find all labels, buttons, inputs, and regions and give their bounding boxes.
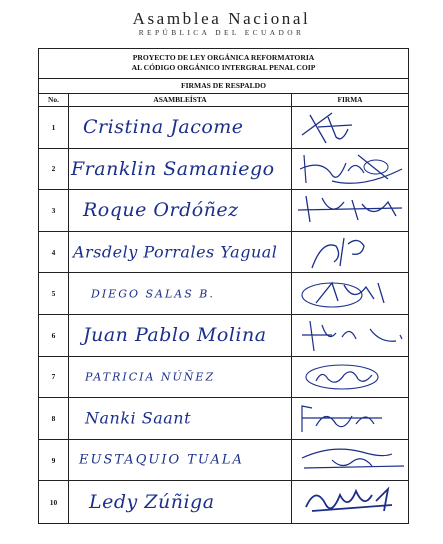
legislator-name: Roque Ordóñez — [83, 199, 239, 222]
bill-title-line-2: AL CÓDIGO ORGÁNICO INTERGRAL PENAL COIP — [131, 63, 316, 72]
table-row — [39, 357, 408, 399]
row-number: 10 — [39, 481, 69, 523]
bill-title-line-1: PROYECTO DE LEY ORGÁNICA REFORMATORIA — [132, 53, 315, 62]
header-name: ASAMBLEÍSTA — [69, 94, 292, 106]
legislator-name: Cristina Jacome — [83, 116, 244, 139]
row-number: 1 — [39, 107, 69, 148]
signature-cell — [292, 481, 408, 523]
row-number: 7 — [39, 357, 69, 398]
row-number: 5 — [39, 273, 69, 314]
table-row — [39, 149, 408, 191]
legislator-name: Arsdely Porrales Yagual — [73, 242, 278, 262]
legislator-name-cell — [69, 232, 292, 273]
signature-cell — [292, 440, 408, 481]
signature-cell — [292, 273, 408, 314]
signature-cell — [292, 398, 408, 439]
legislator-name-cell — [69, 440, 292, 481]
table-row — [39, 107, 408, 149]
legislator-name: Juan Pablo Molina — [83, 324, 267, 347]
legislator-name: EUSTAQUIO TUALA — [79, 452, 244, 468]
institution-subtitle: REPÚBLICA DEL ECUADOR — [138, 28, 305, 37]
legislator-name-cell — [69, 107, 292, 148]
institution-name: Asamblea Nacional — [132, 9, 311, 28]
legislator-name-cell — [69, 273, 292, 314]
document-header — [0, 0, 443, 46]
signature-cell — [292, 190, 408, 231]
table-row — [39, 440, 408, 482]
signature-image — [292, 232, 410, 273]
row-number: 9 — [39, 440, 69, 481]
legislator-name: DIEGO SALAS B. — [91, 287, 215, 301]
signature-sheet — [38, 48, 409, 524]
signature-cell — [292, 315, 408, 356]
signature-cell — [292, 149, 408, 190]
row-number: 2 — [39, 149, 69, 190]
table-header — [39, 94, 408, 107]
legislator-name-cell — [69, 190, 292, 231]
legislator-name: Franklin Samaniego — [71, 157, 275, 180]
signature-image — [292, 273, 410, 314]
legislator-name-cell — [69, 398, 292, 439]
signature-image — [292, 190, 410, 231]
legislator-name-cell — [69, 481, 292, 523]
signature-cell — [292, 232, 408, 273]
row-number: 6 — [39, 315, 69, 356]
signature-image — [292, 440, 410, 481]
header-number: No. — [39, 94, 69, 106]
legislator-name: Nanki Saant — [85, 408, 192, 428]
signature-image — [292, 357, 410, 398]
signature-image — [292, 398, 410, 439]
signature-image — [292, 315, 410, 356]
header-signature: FIRMA — [337, 95, 363, 104]
table-row — [39, 273, 408, 315]
table-row — [39, 481, 408, 523]
row-number: 3 — [39, 190, 69, 231]
table-body — [39, 107, 408, 523]
legislator-name-cell — [69, 357, 292, 398]
signature-image — [292, 149, 410, 190]
legislator-name-cell — [69, 149, 292, 190]
signature-cell — [292, 107, 408, 148]
table-row — [39, 190, 408, 232]
row-number: 4 — [39, 232, 69, 273]
signature-image — [292, 107, 410, 148]
table-row — [39, 398, 408, 440]
section-title: FIRMAS DE RESPALDO — [39, 79, 408, 94]
row-number: 8 — [39, 398, 69, 439]
bill-title — [39, 49, 408, 79]
table-row — [39, 315, 408, 357]
signature-image — [292, 481, 410, 522]
table-row — [39, 232, 408, 274]
legislator-name: PATRICIA NÚÑEZ — [85, 370, 216, 384]
signature-cell — [292, 357, 408, 398]
legislator-name-cell — [69, 315, 292, 356]
legislator-name: Ledy Zúñiga — [89, 491, 215, 514]
